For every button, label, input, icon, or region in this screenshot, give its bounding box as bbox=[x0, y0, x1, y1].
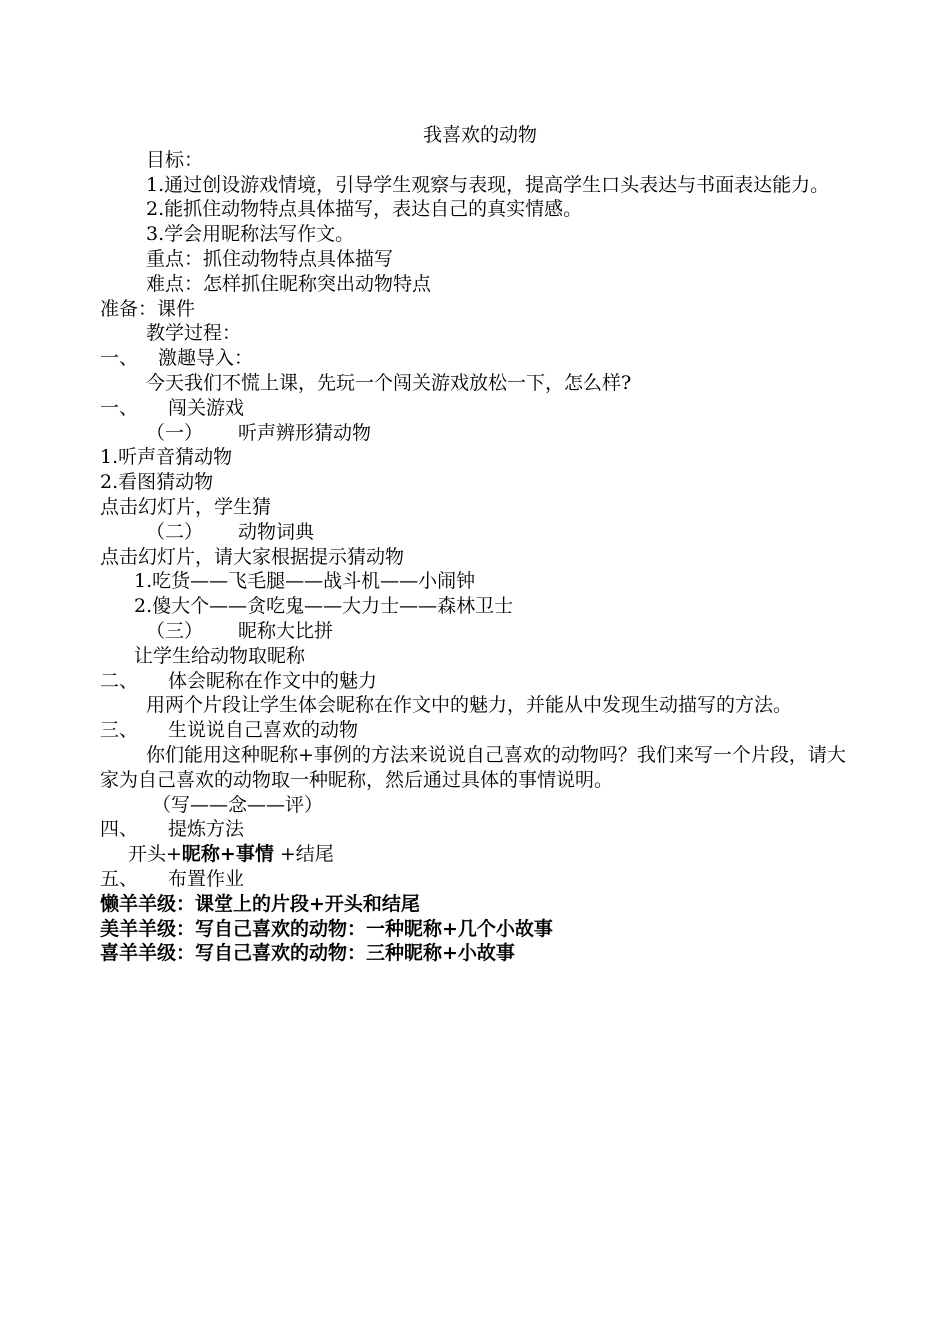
section-5-heading bbox=[100, 817, 860, 842]
method-start: 开头+ bbox=[128, 843, 182, 866]
subsection-1-title: 听声辨形猜动物 bbox=[238, 421, 372, 444]
document-page bbox=[100, 123, 860, 966]
subsection-1-item-b: 2.看图猜动物 bbox=[100, 471, 214, 494]
process-heading: 教学过程： bbox=[146, 322, 242, 345]
subsection-2-number: （二） bbox=[146, 520, 204, 543]
subsection-2-item-c: 2.傻大个——贪吃鬼——大力士——森林卫士 bbox=[134, 595, 514, 618]
homework-level-3: 喜羊羊级：写自己喜欢的动物：三种昵称+小故事 bbox=[100, 942, 515, 965]
method-line bbox=[100, 842, 860, 867]
subsection-3-item-a: 让学生给动物取昵称 bbox=[134, 644, 306, 667]
goal-label: 目标： bbox=[146, 148, 204, 171]
key-point: 重点：抓住动物特点具体描写 bbox=[146, 247, 394, 270]
goal-2: 2.能抓住动物特点具体描写，表达自己的真实情感。 bbox=[146, 198, 583, 221]
goal-3: 3.学会用昵称法写作文。 bbox=[146, 223, 355, 246]
section-3-number: 二、 bbox=[100, 669, 139, 692]
method-core: 昵称+事情 bbox=[181, 843, 274, 866]
subsection-1-item-a: 1.听声音猜动物 bbox=[100, 446, 233, 469]
section-2-heading bbox=[100, 396, 860, 421]
section-4-text: 你们能用这种昵称+事例的方法来说说自己喜欢的动物吗？我们来写一个片段，请大家为自己喜欢的动物取一种昵称，然后通过具体的事情说明。 bbox=[100, 743, 846, 791]
section-6-number: 五、 bbox=[100, 867, 139, 890]
difficulty: 难点：怎样抓住昵称突出动物特点 bbox=[146, 272, 432, 295]
subsection-3-heading bbox=[100, 619, 860, 644]
section-5-number: 四、 bbox=[100, 818, 139, 841]
preparation: 准备：课件 bbox=[100, 297, 196, 320]
subsection-3-title: 昵称大比拼 bbox=[238, 619, 334, 642]
subsection-2-title: 动物词典 bbox=[238, 520, 315, 543]
section-2-number: 一、 bbox=[100, 396, 139, 419]
section-5-title: 提炼方法 bbox=[168, 818, 245, 841]
homework-level-2: 美羊羊级：写自己喜欢的动物：一种昵称+几个小故事 bbox=[100, 917, 553, 940]
section-4-number: 三、 bbox=[100, 719, 139, 742]
subsection-2-item-a: 点击幻灯片，请大家根据提示猜动物 bbox=[100, 545, 405, 568]
section-3-title: 体会昵称在作文中的魅力 bbox=[168, 669, 378, 692]
section-4-note: （写——念——评） bbox=[152, 793, 324, 816]
subsection-1-item-c: 点击幻灯片，学生猜 bbox=[100, 495, 272, 518]
section-6-title: 布置作业 bbox=[168, 867, 245, 890]
subsection-2-item-b: 1.吃货——飞毛腿——战斗机——小闹钟 bbox=[134, 570, 476, 593]
section-1-heading bbox=[100, 346, 860, 371]
section-1-title: 激趣导入： bbox=[158, 347, 254, 370]
document-title: 我喜欢的动物 bbox=[422, 124, 537, 146]
homework-level-1: 懒羊羊级：课堂上的片段+开头和结尾 bbox=[100, 892, 420, 915]
section-3-text: 用两个片段让学生体会昵称在作文中的魅力，并能从中发现生动描写的方法。 bbox=[146, 694, 793, 717]
section-6-heading bbox=[100, 867, 860, 892]
section-2-title: 闯关游戏 bbox=[168, 396, 245, 419]
subsection-1-heading bbox=[100, 421, 860, 446]
method-end: +结尾 bbox=[273, 843, 334, 866]
section-4-title: 生说说自己喜欢的动物 bbox=[168, 719, 359, 742]
goal-1: 1.通过创设游戏情境，引导学生观察与表现，提高学生口头表达与书面表达能力。 bbox=[146, 173, 830, 196]
subsection-2-heading bbox=[100, 520, 860, 545]
section-1-text: 今天我们不慌上课，先玩一个闯关游戏放松一下，怎么样? bbox=[146, 371, 632, 394]
section-1-number: 一、 bbox=[100, 347, 139, 370]
subsection-3-number: （三） bbox=[146, 619, 204, 642]
section-4-heading bbox=[100, 718, 860, 743]
subsection-1-number: （一） bbox=[146, 421, 204, 444]
section-3-heading bbox=[100, 669, 860, 694]
